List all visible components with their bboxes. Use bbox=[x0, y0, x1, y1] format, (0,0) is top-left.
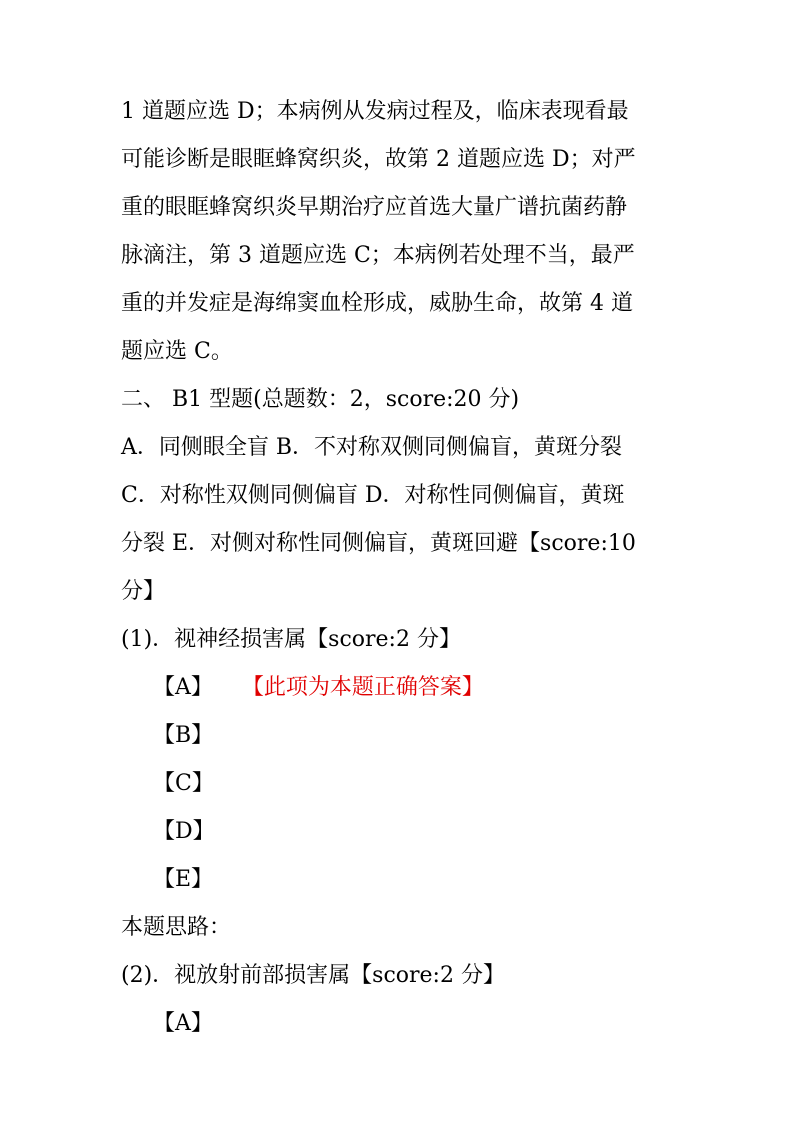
explanation-line-3: 重的眼眶蜂窝织炎早期治疗应首选大量广谱抗菌药静 bbox=[121, 195, 628, 220]
analysis-label: 本题思路： bbox=[121, 915, 232, 940]
question-2-stem: (2)．视放射前部损害属【score:2 分】 bbox=[121, 963, 505, 988]
question-1-option-a bbox=[153, 673, 484, 703]
explanation-line-1: 1 道题应选 D；本病例从发病过程及，临床表现看最 bbox=[121, 99, 629, 124]
explanation-line-4: 脉滴注，第 3 道题应选 C；本病例若处理不当，最严 bbox=[121, 243, 635, 268]
shared-options-line-1: A．同侧眼全盲 B．不对称双侧同侧偏盲，黄斑分裂 bbox=[121, 435, 623, 460]
option-label: 【A】 bbox=[153, 675, 213, 700]
question-1-option-e: 【E】 bbox=[153, 867, 214, 892]
section-heading: 二、 B1 型题(总题数：2，score:20 分) bbox=[121, 387, 520, 412]
question-1-stem: (1)．视神经损害属【score:2 分】 bbox=[121, 627, 461, 652]
explanation-line-6: 题应选 C。 bbox=[121, 339, 233, 364]
explanation-line-5: 重的并发症是海绵窦血栓形成，威胁生命，故第 4 道 bbox=[121, 291, 633, 316]
explanation-line-2: 可能诊断是眼眶蜂窝织炎，故第 2 道题应选 D；对严 bbox=[121, 147, 636, 172]
shared-options-line-3: 分裂 E．对侧对称性同侧偏盲，黄斑回避【score:10 bbox=[121, 531, 636, 556]
question-1-option-c: 【C】 bbox=[153, 771, 214, 796]
shared-options-line-4: 分】 bbox=[121, 579, 166, 604]
question-1-option-d: 【D】 bbox=[153, 819, 215, 844]
shared-options-line-2: C．对称性双侧同侧偏盲 D．对称性同侧偏盲，黄斑 bbox=[121, 483, 625, 508]
question-1-option-b: 【B】 bbox=[153, 723, 214, 748]
correct-answer-note: 【此项为本题正确答案】 bbox=[252, 675, 484, 700]
question-2-option-a: 【A】 bbox=[153, 1011, 213, 1036]
